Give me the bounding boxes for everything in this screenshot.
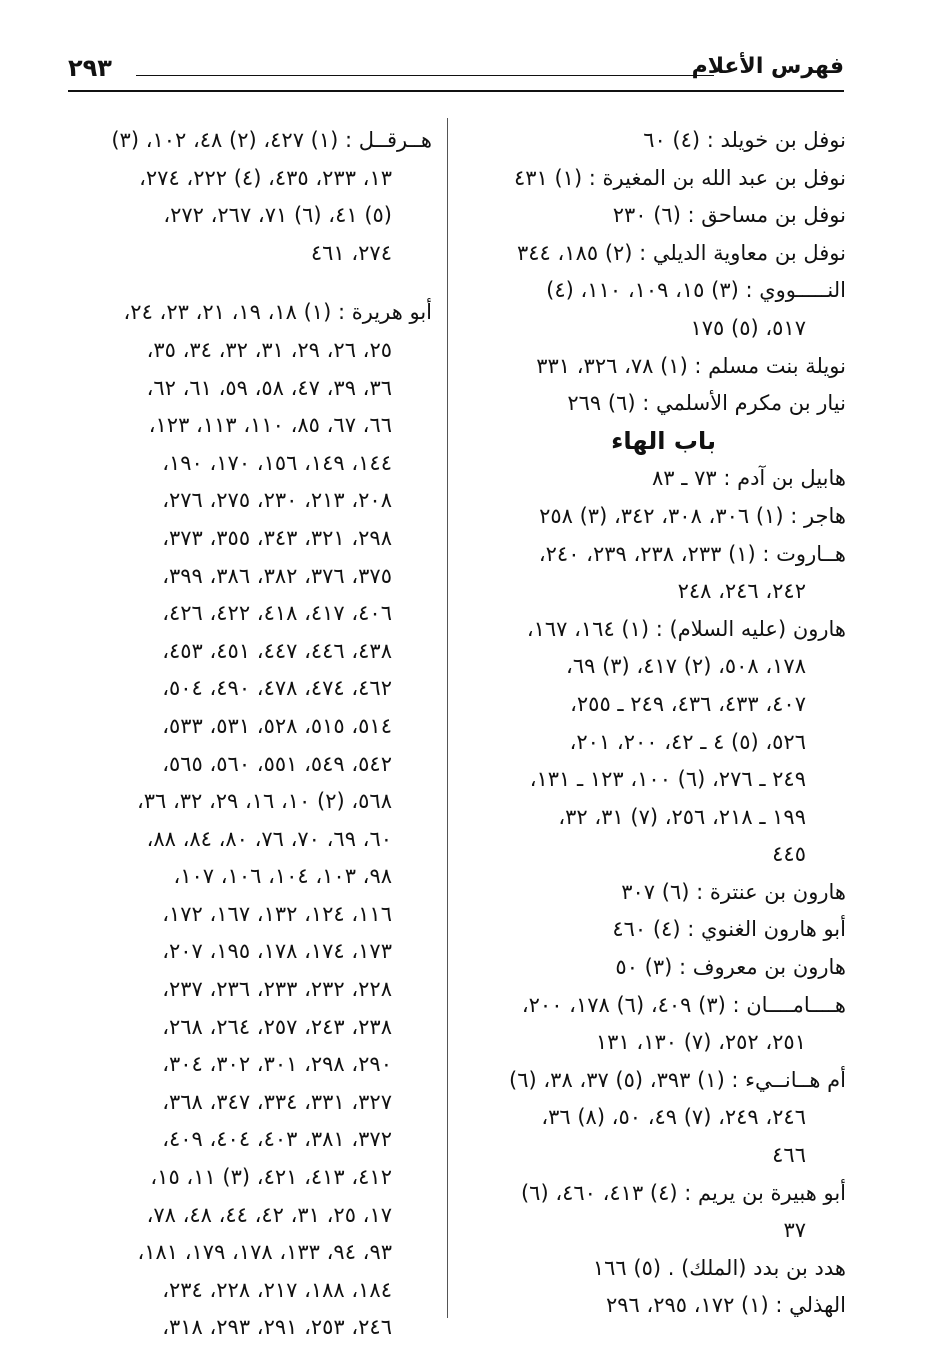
index-entry-continuation: ٦٠، ٦٩، ٧٠، ٧٦، ٨٠، ٨٤، ٨٨، [146, 826, 392, 851]
index-entry-continuation: ٤١٢، ٤١٣، ٤٢١، (٣) ١١، ١٥، [150, 1165, 392, 1190]
index-entry-continuation: ٢٥، ٢٦، ٢٩، ٣١، ٣٢، ٣٤، ٣٥، [146, 337, 392, 362]
index-column-left [62, 122, 432, 1347]
index-entry: الهذلي : (١) ١٧٢، ٢٩٥، ٢٩٦ [605, 1293, 846, 1318]
index-entry-continuation: ٢٩٨، ٣٢١، ٣٤٣، ٣٥٥، ٣٧٣، [162, 525, 392, 550]
index-entry-continuation: ٦٦، ٦٧، ٨٥، ١١٠، ١١٣، ١٢٣، [148, 413, 392, 438]
index-entry-continuation: ٢٣٨، ٢٤٣، ٢٥٧، ٢٦٤، ٢٦٨، [162, 1014, 392, 1039]
index-entry-continuation: ٤٠٦، ٤١٧، ٤١٨، ٤٢٢، ٤٢٦، [162, 601, 392, 626]
index-entry-continuation: ١٣، ٢٣٣، ٤٣٥، (٤) ٢٢٢، ٢٧٤، [139, 165, 392, 190]
index-entry-continuation: ٢٩٠، ٢٩٨، ٣٠١، ٣٠٢، ٣٠٤، [162, 1052, 392, 1077]
header-leader-line [136, 75, 714, 76]
index-entry-continuation: ٤٦٢، ٤٧٤، ٤٧٨، ٤٩٠، ٥٠٤، [162, 676, 392, 701]
index-entry: هــــامــــان : (٣) ٤٠٩، (٦) ١٧٨، ٢٠٠، [521, 992, 846, 1017]
index-entry-continuation: ١٩٩ ـ ٢١٨، ٢٥٦، (٧) ٣١، ٣٢، [558, 804, 806, 829]
index-column-right [470, 122, 846, 1325]
index-entry: أبو هارون الغنوي : (٤) ٤٦٠ [612, 917, 846, 942]
running-title: فهرس الأعلام [691, 54, 844, 79]
index-entry-continuation: ٢٧٤، ٤٦١ [310, 240, 392, 265]
page-number: ٢٩٣ [68, 54, 112, 82]
index-entry-continuation: ٤٣٨، ٤٤٦، ٤٤٧، ٤٥١، ٤٥٣، [162, 638, 392, 663]
index-entry: هاجر : (١) ٣٠٦، ٣٠٨، ٣٤٢، (٣) ٢٥٨ [539, 503, 846, 528]
index-entry: أبو هريرة : (١) ١٨، ١٩، ٢١، ٢٣، ٢٤، [123, 300, 432, 325]
index-entry-continuation: ٢٥١، ٢٥٢، (٧) ١٣٠، ١٣١ [595, 1030, 806, 1055]
index-entry-continuation: ٢٤٩ ـ ٢٧٦، (٦) ١٠٠، ١٢٣ ـ ١٣١، [529, 767, 806, 792]
index-entry-continuation: ١٤٤، ١٤٩، ١٥٦، ١٧٠، ١٩٠، [162, 450, 392, 475]
index-entry: النـــــووي : (٣) ١٥، ١٠٩، ١١٠، (٤) [546, 278, 846, 303]
index-entry: هارون بن عنترة : (٦) ٣٠٧ [621, 879, 846, 904]
index-entry-continuation: ٢٢٨، ٢٣٢، ٢٣٣، ٢٣٦، ٢٣٧، [162, 977, 392, 1002]
index-entry-continuation: ٣٧٥، ٣٧٦، ٣٨٢، ٣٨٦، ٣٩٩، [162, 563, 392, 588]
index-entry-continuation: ١٧٣، ١٧٤، ١٧٨، ١٩٥، ٢٠٧، [162, 939, 392, 964]
index-entry-continuation: ٢٤٢، ٢٤٦، ٢٤٨ [677, 579, 806, 604]
index-entry-continuation: ٣٧٢، ٣٨١، ٤٠٣، ٤٠٤، ٤٠٩، [162, 1127, 392, 1152]
index-entry-continuation: ٢٤٦، ٢٤٩، (٧) ٤٩، ٥٠، (٨) ٣٦، [541, 1105, 806, 1130]
column-divider [447, 118, 448, 1318]
index-entry-continuation: ١٧٨، ٥٠٨، (٢) ٤١٧، (٣) ٦٩، [566, 654, 806, 679]
index-entry-continuation: ٥١٤، ٥١٥، ٥٢٨، ٥٣١، ٥٣٣، [162, 713, 392, 738]
index-entry-continuation: ١١٦، ١٢٤، ١٣٢، ١٦٧، ١٧٢، [162, 901, 392, 926]
index-entry-continuation: ٥١٧، (٥) ١٧٥ [690, 315, 806, 340]
index-entry-continuation: ٥٤٢، ٥٤٩، ٥٥١، ٥٦٠، ٥٦٥، [162, 751, 392, 776]
page-header [68, 52, 844, 94]
index-entry: أبو هبيرة بن يريم : (٤) ٤١٣، ٤٦٠، (٦) [520, 1180, 846, 1205]
index-entry: هارون (عليه السلام) : (١) ١٦٤، ١٦٧، [526, 616, 846, 641]
index-entry-continuation: ٤٤٥ [772, 842, 806, 867]
header-rule [68, 90, 844, 92]
index-entry: نوفل بن عبد الله بن المغيرة : (١) ٤٣١ [513, 165, 846, 190]
index-entry-continuation: ١٨٤، ١٨٨، ٢١٧، ٢٢٨، ٢٣٤، [162, 1277, 392, 1302]
index-entry: هابيل بن آدم : ٧٣ ـ ٨٣ [652, 466, 846, 491]
entry-gap [62, 272, 432, 294]
index-entry-continuation: (٥) ٤١، (٦) ٧١، ٢٦٧، ٢٧٢، [163, 203, 392, 228]
index-entry: هدد بن بدد (الملك) . (٥) ١٦٦ [592, 1255, 846, 1280]
index-entry-continuation: ٩٣، ٩٤، ١٣٣، ١٧٨، ١٧٩، ١٨١، [137, 1240, 392, 1265]
index-entry: نيار بن مكرم الأسلمي : (٦) ٢٦٩ [567, 391, 846, 416]
index-entry-continuation: ٢٤٦، ٢٥٣، ٢٩١، ٢٩٣، ٣١٨، [162, 1315, 392, 1340]
index-entry-continuation: ٤٦٦ [772, 1143, 806, 1168]
index-entry-continuation: ٤٠٧، ٤٣٣، ٤٣٦، ٢٤٩ ـ ٢٥٥، [570, 691, 806, 716]
index-entry-continuation: ٢٠٨، ٢١٣، ٢٣٠، ٢٧٥، ٢٧٦، [162, 488, 392, 513]
index-entry-continuation: ٣٢٧، ٣٣١، ٣٣٤، ٣٤٧، ٣٦٨، [162, 1089, 392, 1114]
index-entry: نوفل بن معاوية الديلي : (٢) ١٨٥، ٣٤٤ [517, 240, 846, 265]
index-entry-continuation: ٣٧ [783, 1218, 806, 1243]
index-entry: هــرقــل : (١) ٤٢٧، (٢) ٤٨، ١٠٢، (٣) [111, 128, 432, 152]
index-entry-continuation: ١٧، ٢٥، ٣١، ٤٢، ٤٤، ٤٨، ٧٨، [146, 1202, 392, 1227]
index-entry: نوفل بن خويلد : (٤) ٦٠ [643, 128, 846, 152]
section-heading: باب الهاء [611, 426, 716, 455]
index-entry-continuation: ٥٢٦، (٥) ٤ ـ ٤٢، ٢٠٠، ٢٠١، [569, 729, 806, 754]
index-entry: نوفل بن مساحق : (٦) ٢٣٠ [612, 203, 846, 228]
index-entry: نويلة بنت مسلم : (١) ٧٨، ٣٢٦، ٣٣١ [536, 353, 846, 378]
index-entry-continuation: ٣٦، ٣٩، ٤٧، ٥٨، ٥٩، ٦١، ٦٢، [146, 375, 392, 400]
index-entry-continuation: ٥٦٨، (٢) ١٠، ١٦، ٢٩، ٣٢، ٣٦، [136, 789, 392, 814]
index-entry: هــاروت : (١) ٢٣٣، ٢٣٨، ٢٣٩، ٢٤٠، [538, 541, 846, 566]
index-entry: هارون بن معروف : (٣) ٥٠ [615, 955, 846, 980]
index-entry: أم هــانــيء : (١) ٣٩٣، (٥) ٣٧، ٣٨، (٦) [509, 1067, 846, 1092]
index-entry-continuation: ٩٨، ١٠٣، ١٠٤، ١٠٦، ١٠٧، [173, 864, 392, 889]
